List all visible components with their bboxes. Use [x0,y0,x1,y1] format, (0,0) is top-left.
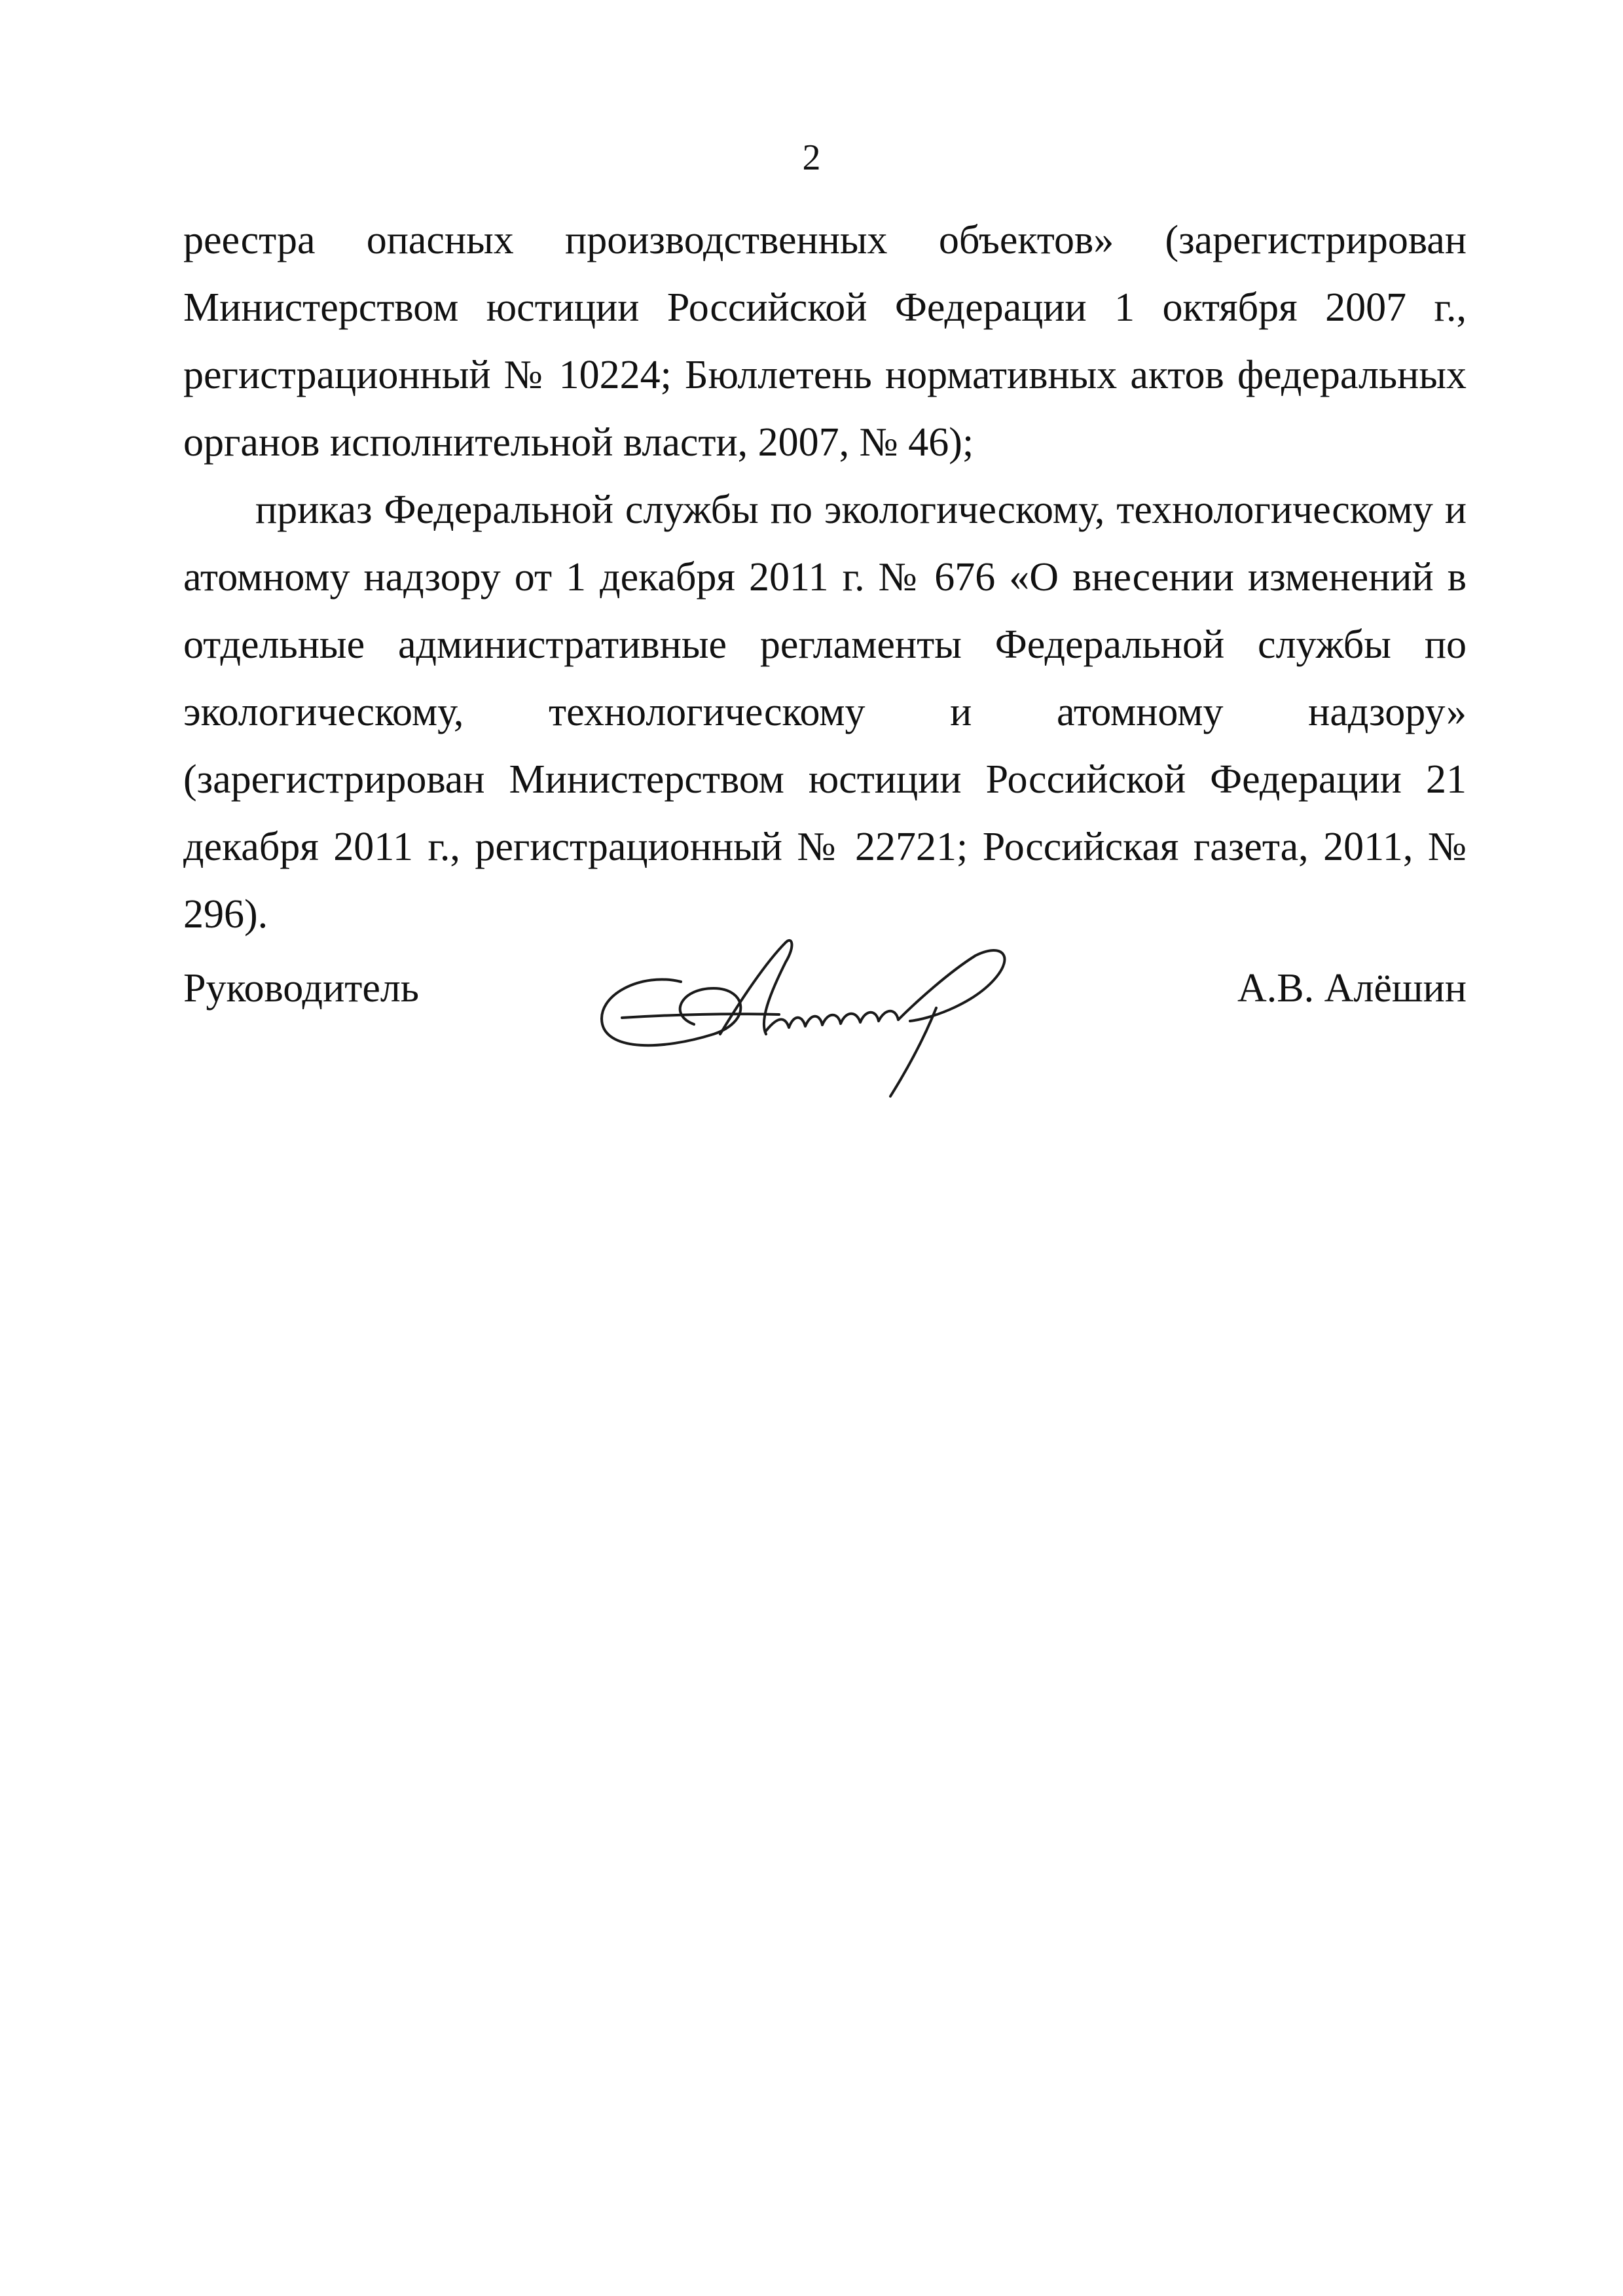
document-body [183,207,1467,948]
page-number: 2 [802,137,821,178]
handwritten-signature-icon [583,910,1054,1106]
paragraph-continuation: реестра опасных производственных объектов» (зарегистрирован Министерством юстиции Российской Федерации 1 октября 2007 г., регистрационный № 10224; Бюллетень нормативных актов федеральных органов исполнительной власти, 2007, № 46); [183,218,1467,465]
signature-block [183,916,1467,1086]
signer-name: А.В. Алёшин [1237,966,1467,1011]
paragraph-order-676: приказ Федеральной службы по экологическому, технологическому и атомному надзору от 1 декабря 2011 г. № 676 «О внесении изменений в отдельные административные регламенты Федеральной службы по экологическому, технологическому и атомному надзору» (зарегистрирован Министерством юстиции Российской Федерации 21 декабря 2011 г., регистрационный № 22721; Российская газета, 2011, № 296). [183,488,1467,937]
signer-role: Руководитель [183,966,420,1011]
